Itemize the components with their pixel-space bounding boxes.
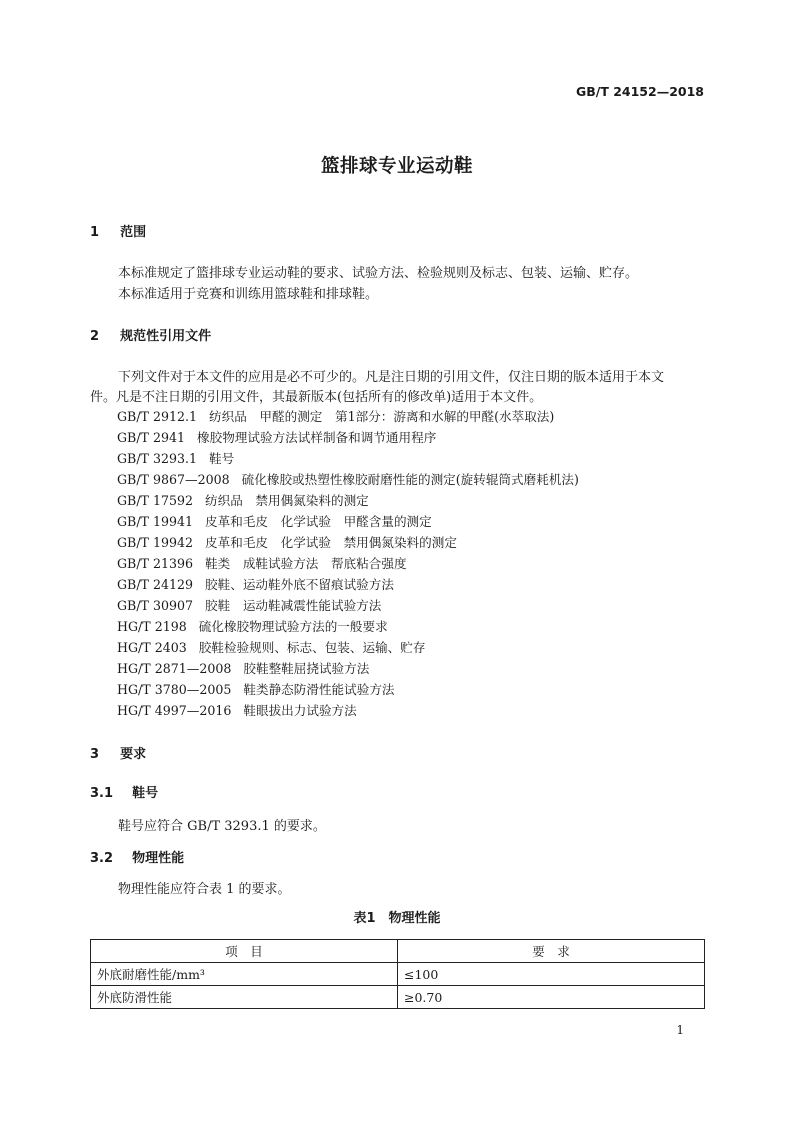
paragraph: 本标准适用于竞赛和训练用篮球鞋和排球鞋。 [118, 287, 379, 302]
reference-code: GB/T 30907 [117, 598, 194, 613]
subsection-title: 鞋号 [132, 786, 159, 801]
subsection-3-2-heading [90, 847, 184, 866]
reference-code: HG/T 2198 [117, 619, 187, 634]
reference-code: HG/T 2403 [117, 640, 187, 655]
reference-code: GB/T 17592 [117, 493, 194, 508]
paragraph: 本标准规定了篮排球专业运动鞋的要求、试验方法、检验规则及标志、包装、运输、贮存。 [118, 266, 639, 281]
subsection-number: 3.2 [90, 851, 114, 866]
physical-properties-table [90, 939, 705, 1009]
document-title: 篮排球专业运动鞋 [320, 156, 473, 177]
paragraph: 下列文件对于本文件的应用是必不可少的。凡是注日期的引用文件，仅注日期的版本适用于本文 [118, 370, 665, 385]
section-1-heading [90, 221, 146, 240]
table-header-row [91, 940, 705, 963]
reference-title: 硫化橡胶或热塑性橡胶耐磨性能的测定(旋转辊筒式磨耗机法) [241, 472, 579, 487]
table-caption: 表1 物理性能 [353, 911, 441, 926]
reference-item [117, 406, 579, 427]
paragraph: 鞋号应符合 GB/T 3293.1 的要求。 [118, 819, 326, 834]
reference-item [117, 658, 579, 679]
table-cell: ≤100 [398, 963, 705, 986]
reference-code: GB/T 24129 [117, 577, 194, 592]
reference-item [117, 448, 579, 469]
section-2-heading [90, 325, 211, 344]
reference-code: GB/T 2941 [117, 430, 186, 445]
reference-item [117, 637, 579, 658]
reference-title: 鞋类 成鞋试验方法 帮底粘合强度 [205, 556, 407, 571]
reference-title: 胶鞋整鞋屈挠试验方法 [243, 661, 370, 676]
reference-item [117, 679, 579, 700]
reference-title: 皮革和毛皮 化学试验 禁用偶氮染料的测定 [205, 535, 457, 550]
reference-code: HG/T 3780—2005 [117, 682, 232, 697]
column-header: 要 求 [398, 940, 705, 963]
table-cell: 外底耐磨性能/mm³ [91, 963, 398, 986]
table-row [91, 986, 705, 1009]
reference-item [117, 574, 579, 595]
reference-title: 橡胶物理试验方法试样制备和调节通用程序 [197, 430, 437, 445]
reference-title: 纺织品 禁用偶氮染料的测定 [205, 493, 369, 508]
reference-item [117, 511, 579, 532]
section-number: 2 [90, 329, 100, 344]
paragraph: 件。凡是不注日期的引用文件，其最新版本(包括所有的修改单)适用于本文件。 [90, 390, 543, 405]
reference-code: HG/T 4997—2016 [117, 703, 232, 718]
reference-item [117, 427, 579, 448]
reference-title: 胶鞋、运动鞋外底不留痕试验方法 [205, 577, 394, 592]
section-title: 范围 [120, 225, 147, 240]
reference-code: GB/T 19942 [117, 535, 194, 550]
page-number: 1 [676, 1023, 684, 1037]
section-title: 规范性引用文件 [120, 329, 212, 344]
reference-title: 硫化橡胶物理试验方法的一般要求 [198, 619, 388, 634]
reference-code: GB/T 3293.1 [117, 451, 198, 466]
subsection-number: 3.1 [90, 786, 114, 801]
reference-title: 纺织品 甲醛的测定 第1部分：游离和水解的甲醛(水萃取法) [209, 409, 555, 424]
reference-title: 鞋眼拔出力试验方法 [243, 703, 357, 718]
reference-code: GB/T 2912.1 [117, 409, 198, 424]
reference-item [117, 616, 579, 637]
reference-code: GB/T 9867—2008 [117, 472, 230, 487]
reference-item [117, 700, 579, 721]
section-number: 3 [90, 747, 100, 762]
reference-title: 皮革和毛皮 化学试验 甲醛含量的测定 [205, 514, 432, 529]
reference-title: 鞋类静态防滑性能试验方法 [243, 682, 395, 697]
reference-item [117, 532, 579, 553]
reference-code: GB/T 21396 [117, 556, 194, 571]
normative-reference-list [117, 406, 579, 721]
reference-title: 鞋号 [209, 451, 235, 466]
standard-number: GB/T 24152—2018 [575, 84, 704, 99]
column-header: 项 目 [91, 940, 398, 963]
reference-item [117, 553, 579, 574]
table-cell: 外底防滑性能 [91, 986, 398, 1009]
table-row [91, 963, 705, 986]
reference-item [117, 595, 579, 616]
section-number: 1 [90, 225, 100, 240]
paragraph: 物理性能应符合表 1 的要求。 [118, 882, 291, 897]
reference-title: 胶鞋 运动鞋减震性能试验方法 [205, 598, 382, 613]
reference-item [117, 469, 579, 490]
reference-item [117, 490, 579, 511]
subsection-title: 物理性能 [132, 851, 185, 866]
subsection-3-1-heading [90, 782, 158, 801]
reference-code: HG/T 2871—2008 [117, 661, 232, 676]
reference-code: GB/T 19941 [117, 514, 194, 529]
table-cell: ≥0.70 [398, 986, 705, 1009]
section-title: 要求 [120, 747, 147, 762]
section-3-heading [90, 743, 146, 762]
reference-title: 胶鞋检验规则、标志、包装、运输、贮存 [198, 640, 426, 655]
